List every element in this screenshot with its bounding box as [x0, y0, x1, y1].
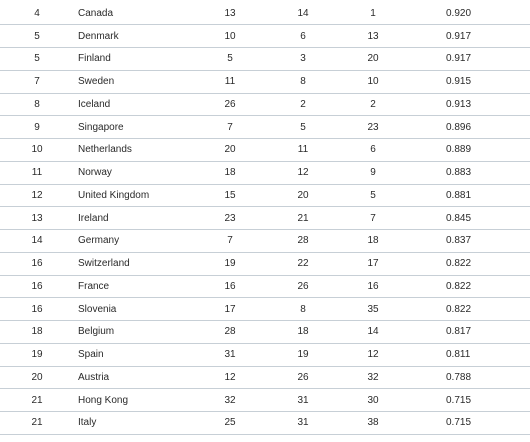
score-cell: 0.881	[446, 189, 472, 201]
table-row	[0, 343, 530, 366]
value-cell-2: 26	[297, 280, 309, 292]
country-cell: Hong Kong	[78, 394, 129, 406]
rank-cell: 21	[31, 417, 43, 429]
value-cell-2: 21	[297, 212, 309, 224]
rank-cell: 5	[34, 53, 40, 65]
value-cell-3: 38	[367, 417, 379, 429]
table-row	[0, 48, 530, 71]
value-cell-2: 11	[297, 144, 309, 156]
rank-cell: 11	[31, 167, 43, 179]
value-cell-2: 26	[297, 371, 309, 383]
table-row	[0, 161, 530, 184]
score-cell: 0.913	[446, 98, 472, 110]
rank-cell: 5	[34, 30, 40, 42]
value-cell-2: 8	[300, 303, 306, 315]
score-cell: 0.822	[446, 280, 472, 292]
value-cell-1: 5	[227, 53, 233, 65]
value-cell-3: 12	[367, 349, 379, 361]
rank-cell: 9	[34, 121, 40, 133]
rank-cell: 18	[31, 326, 43, 338]
value-cell-1: 7	[227, 121, 233, 133]
value-cell-2: 19	[297, 349, 309, 361]
rank-cell: 20	[31, 371, 43, 383]
value-cell-3: 13	[367, 30, 379, 42]
country-cell: Singapore	[78, 121, 124, 133]
value-cell-3: 1	[370, 7, 376, 19]
value-cell-3: 18	[367, 235, 379, 247]
rank-cell: 19	[31, 349, 43, 361]
value-cell-2: 20	[297, 189, 309, 201]
country-cell: Spain	[78, 349, 104, 361]
value-cell-2: 8	[300, 76, 306, 88]
value-cell-3: 30	[367, 394, 379, 406]
country-cell: Italy	[78, 417, 97, 429]
value-cell-1: 15	[224, 189, 236, 201]
value-cell-1: 32	[224, 394, 236, 406]
score-cell: 0.822	[446, 303, 472, 315]
score-cell: 0.811	[446, 349, 471, 361]
value-cell-3: 2	[370, 98, 376, 110]
rank-cell: 14	[31, 235, 43, 247]
value-cell-1: 11	[224, 76, 236, 88]
country-cell: France	[78, 280, 110, 292]
value-cell-2: 22	[297, 258, 309, 270]
rank-cell: 10	[31, 144, 43, 156]
score-cell: 0.837	[446, 235, 472, 247]
country-cell: Norway	[78, 167, 112, 179]
country-cell: Sweden	[78, 76, 115, 88]
score-cell: 0.915	[446, 76, 472, 88]
rank-cell: 21	[31, 394, 43, 406]
value-cell-1: 18	[224, 167, 236, 179]
score-cell: 0.822	[446, 258, 472, 270]
value-cell-3: 16	[367, 280, 379, 292]
value-cell-1: 7	[227, 235, 233, 247]
rank-cell: 8	[34, 98, 40, 110]
country-cell: Austria	[78, 371, 110, 383]
rank-cell: 16	[31, 303, 43, 315]
score-cell: 0.845	[446, 212, 472, 224]
value-cell-2: 12	[297, 167, 309, 179]
table-row	[0, 252, 530, 275]
score-cell: 0.788	[446, 371, 472, 383]
value-cell-1: 26	[224, 98, 236, 110]
table-row	[0, 321, 530, 344]
value-cell-3: 14	[367, 326, 379, 338]
table-row	[0, 93, 530, 116]
value-cell-2: 3	[300, 53, 306, 65]
table-row	[0, 184, 530, 207]
country-cell: Switzerland	[78, 258, 130, 270]
value-cell-2: 14	[297, 7, 309, 19]
table-row	[0, 298, 530, 321]
score-cell: 0.883	[446, 167, 472, 179]
value-cell-3: 7	[370, 212, 376, 224]
value-cell-2: 18	[297, 326, 309, 338]
value-cell-3: 20	[367, 53, 379, 65]
country-cell: Denmark	[78, 30, 119, 42]
country-cell: Finland	[78, 53, 111, 65]
ranking-table	[0, 2, 530, 435]
country-cell: Ireland	[78, 212, 109, 224]
country-cell: Netherlands	[78, 144, 132, 156]
rank-cell: 16	[31, 280, 43, 292]
score-cell: 0.917	[446, 30, 472, 42]
value-cell-3: 17	[367, 258, 379, 270]
value-cell-3: 10	[367, 76, 379, 88]
table-row	[0, 207, 530, 230]
value-cell-3: 9	[370, 167, 376, 179]
table-row	[0, 70, 530, 93]
score-cell: 0.715	[446, 417, 472, 429]
rank-cell: 7	[34, 76, 40, 88]
table-row	[0, 275, 530, 298]
value-cell-2: 6	[300, 30, 306, 42]
country-cell: Belgium	[78, 326, 115, 338]
rank-cell: 4	[34, 7, 40, 19]
value-cell-2: 31	[297, 394, 309, 406]
country-cell: Canada	[78, 7, 114, 19]
value-cell-2: 31	[297, 417, 309, 429]
score-cell: 0.889	[446, 144, 472, 156]
value-cell-1: 28	[224, 326, 236, 338]
value-cell-2: 28	[297, 235, 309, 247]
country-cell: Germany	[78, 235, 120, 247]
value-cell-3: 23	[367, 121, 379, 133]
value-cell-3: 6	[370, 144, 376, 156]
country-cell: Slovenia	[78, 303, 117, 315]
country-cell: United Kingdom	[78, 189, 150, 201]
table-row	[0, 116, 530, 139]
score-cell: 0.715	[446, 394, 472, 406]
value-cell-1: 17	[224, 303, 236, 315]
value-cell-1: 19	[224, 258, 236, 270]
country-cell: Iceland	[78, 98, 111, 110]
rank-cell: 16	[31, 258, 43, 270]
value-cell-1: 10	[224, 30, 236, 42]
table-row	[0, 25, 530, 48]
value-cell-1: 23	[224, 212, 236, 224]
score-cell: 0.917	[446, 53, 472, 65]
table-row	[0, 412, 530, 435]
rank-cell: 13	[31, 212, 43, 224]
score-cell: 0.817	[446, 326, 472, 338]
value-cell-2: 2	[300, 98, 306, 110]
rank-cell: 12	[31, 189, 43, 201]
table-row	[0, 230, 530, 253]
value-cell-3: 35	[367, 303, 379, 315]
value-cell-1: 31	[224, 349, 236, 361]
value-cell-3: 32	[367, 371, 379, 383]
score-cell: 0.896	[446, 121, 472, 133]
table-row	[0, 389, 530, 412]
value-cell-1: 12	[224, 371, 236, 383]
table-row	[0, 366, 530, 389]
value-cell-1: 16	[224, 280, 236, 292]
value-cell-1: 13	[224, 7, 236, 19]
table-row	[0, 2, 530, 25]
value-cell-1: 25	[224, 417, 236, 429]
score-cell: 0.920	[446, 7, 472, 19]
value-cell-1: 20	[224, 144, 236, 156]
value-cell-3: 5	[370, 189, 376, 201]
ranking-table-body	[0, 2, 530, 434]
table-row	[0, 139, 530, 162]
value-cell-2: 5	[300, 121, 306, 133]
